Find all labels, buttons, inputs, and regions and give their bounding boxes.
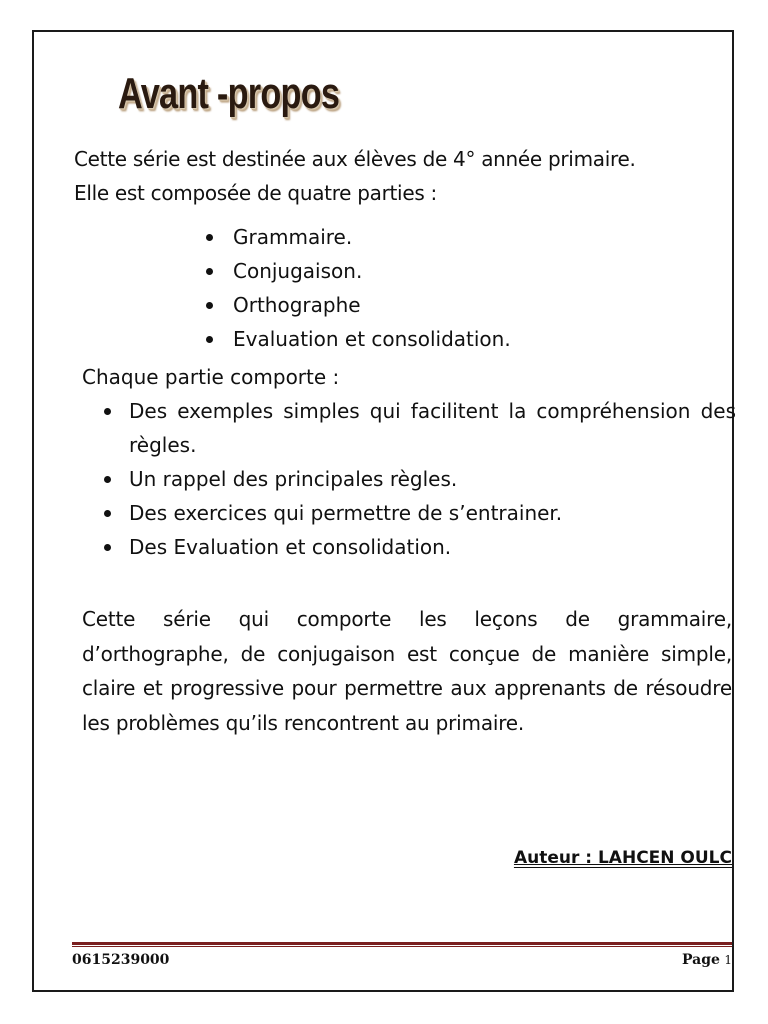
list-item-label: Grammaire. [233,225,353,249]
features-list [104,394,736,564]
list-item [206,288,511,322]
list-item [206,254,511,288]
footer-divider [72,942,732,947]
list-item-label: Des exemples simples qui facilitent la compréhension des règles. [129,399,736,457]
list-item-label: Orthographe [233,293,361,317]
summary-paragraph: Cette série qui comporte les leçons de grammaire, d’orthographe, de conjugaison est conçue de manière simple, claire et progressive pour permettre aux apprenants de résoudre les problèmes qu’ils rencontrent au primaire. [82,607,732,735]
footer-page-indicator [682,952,732,968]
bullet-icon [206,234,213,241]
list-item [104,496,736,530]
bullet-icon [104,544,111,551]
features-heading: Chaque partie comporte : [82,365,340,389]
author-signature: Auteur : LAHCEN OULC [513,848,732,868]
list-item [104,530,736,564]
list-item [104,462,736,496]
bullet-icon [104,510,111,517]
page-number: 1 [724,953,732,967]
list-item [206,322,511,356]
bullet-icon [206,268,213,275]
list-item [104,394,736,462]
bullet-icon [206,302,213,309]
list-item [206,220,511,254]
bullet-icon [104,476,111,483]
intro-text [74,142,734,210]
list-item-label: Conjugaison. [233,259,363,283]
intro-line-2: Elle est composée de quatre parties : [74,181,437,205]
list-item-label: Des exercices qui permettre de s’entrainer. [129,501,563,525]
page-label: Page [681,952,720,968]
list-item-label: Evaluation et consolidation. [233,327,511,351]
intro-line-1: Cette série est destinée aux élèves de 4° année primaire. [74,147,636,171]
list-item-label: Un rappel des principales règles. [129,467,458,491]
page-title: Avant -propos [118,69,340,118]
bullet-icon [206,336,213,343]
bullet-icon [104,408,111,415]
footer-phone-number: 0615239000 [72,952,170,968]
list-item-label: Des Evaluation et consolidation. [129,535,452,559]
parts-list [206,220,511,356]
